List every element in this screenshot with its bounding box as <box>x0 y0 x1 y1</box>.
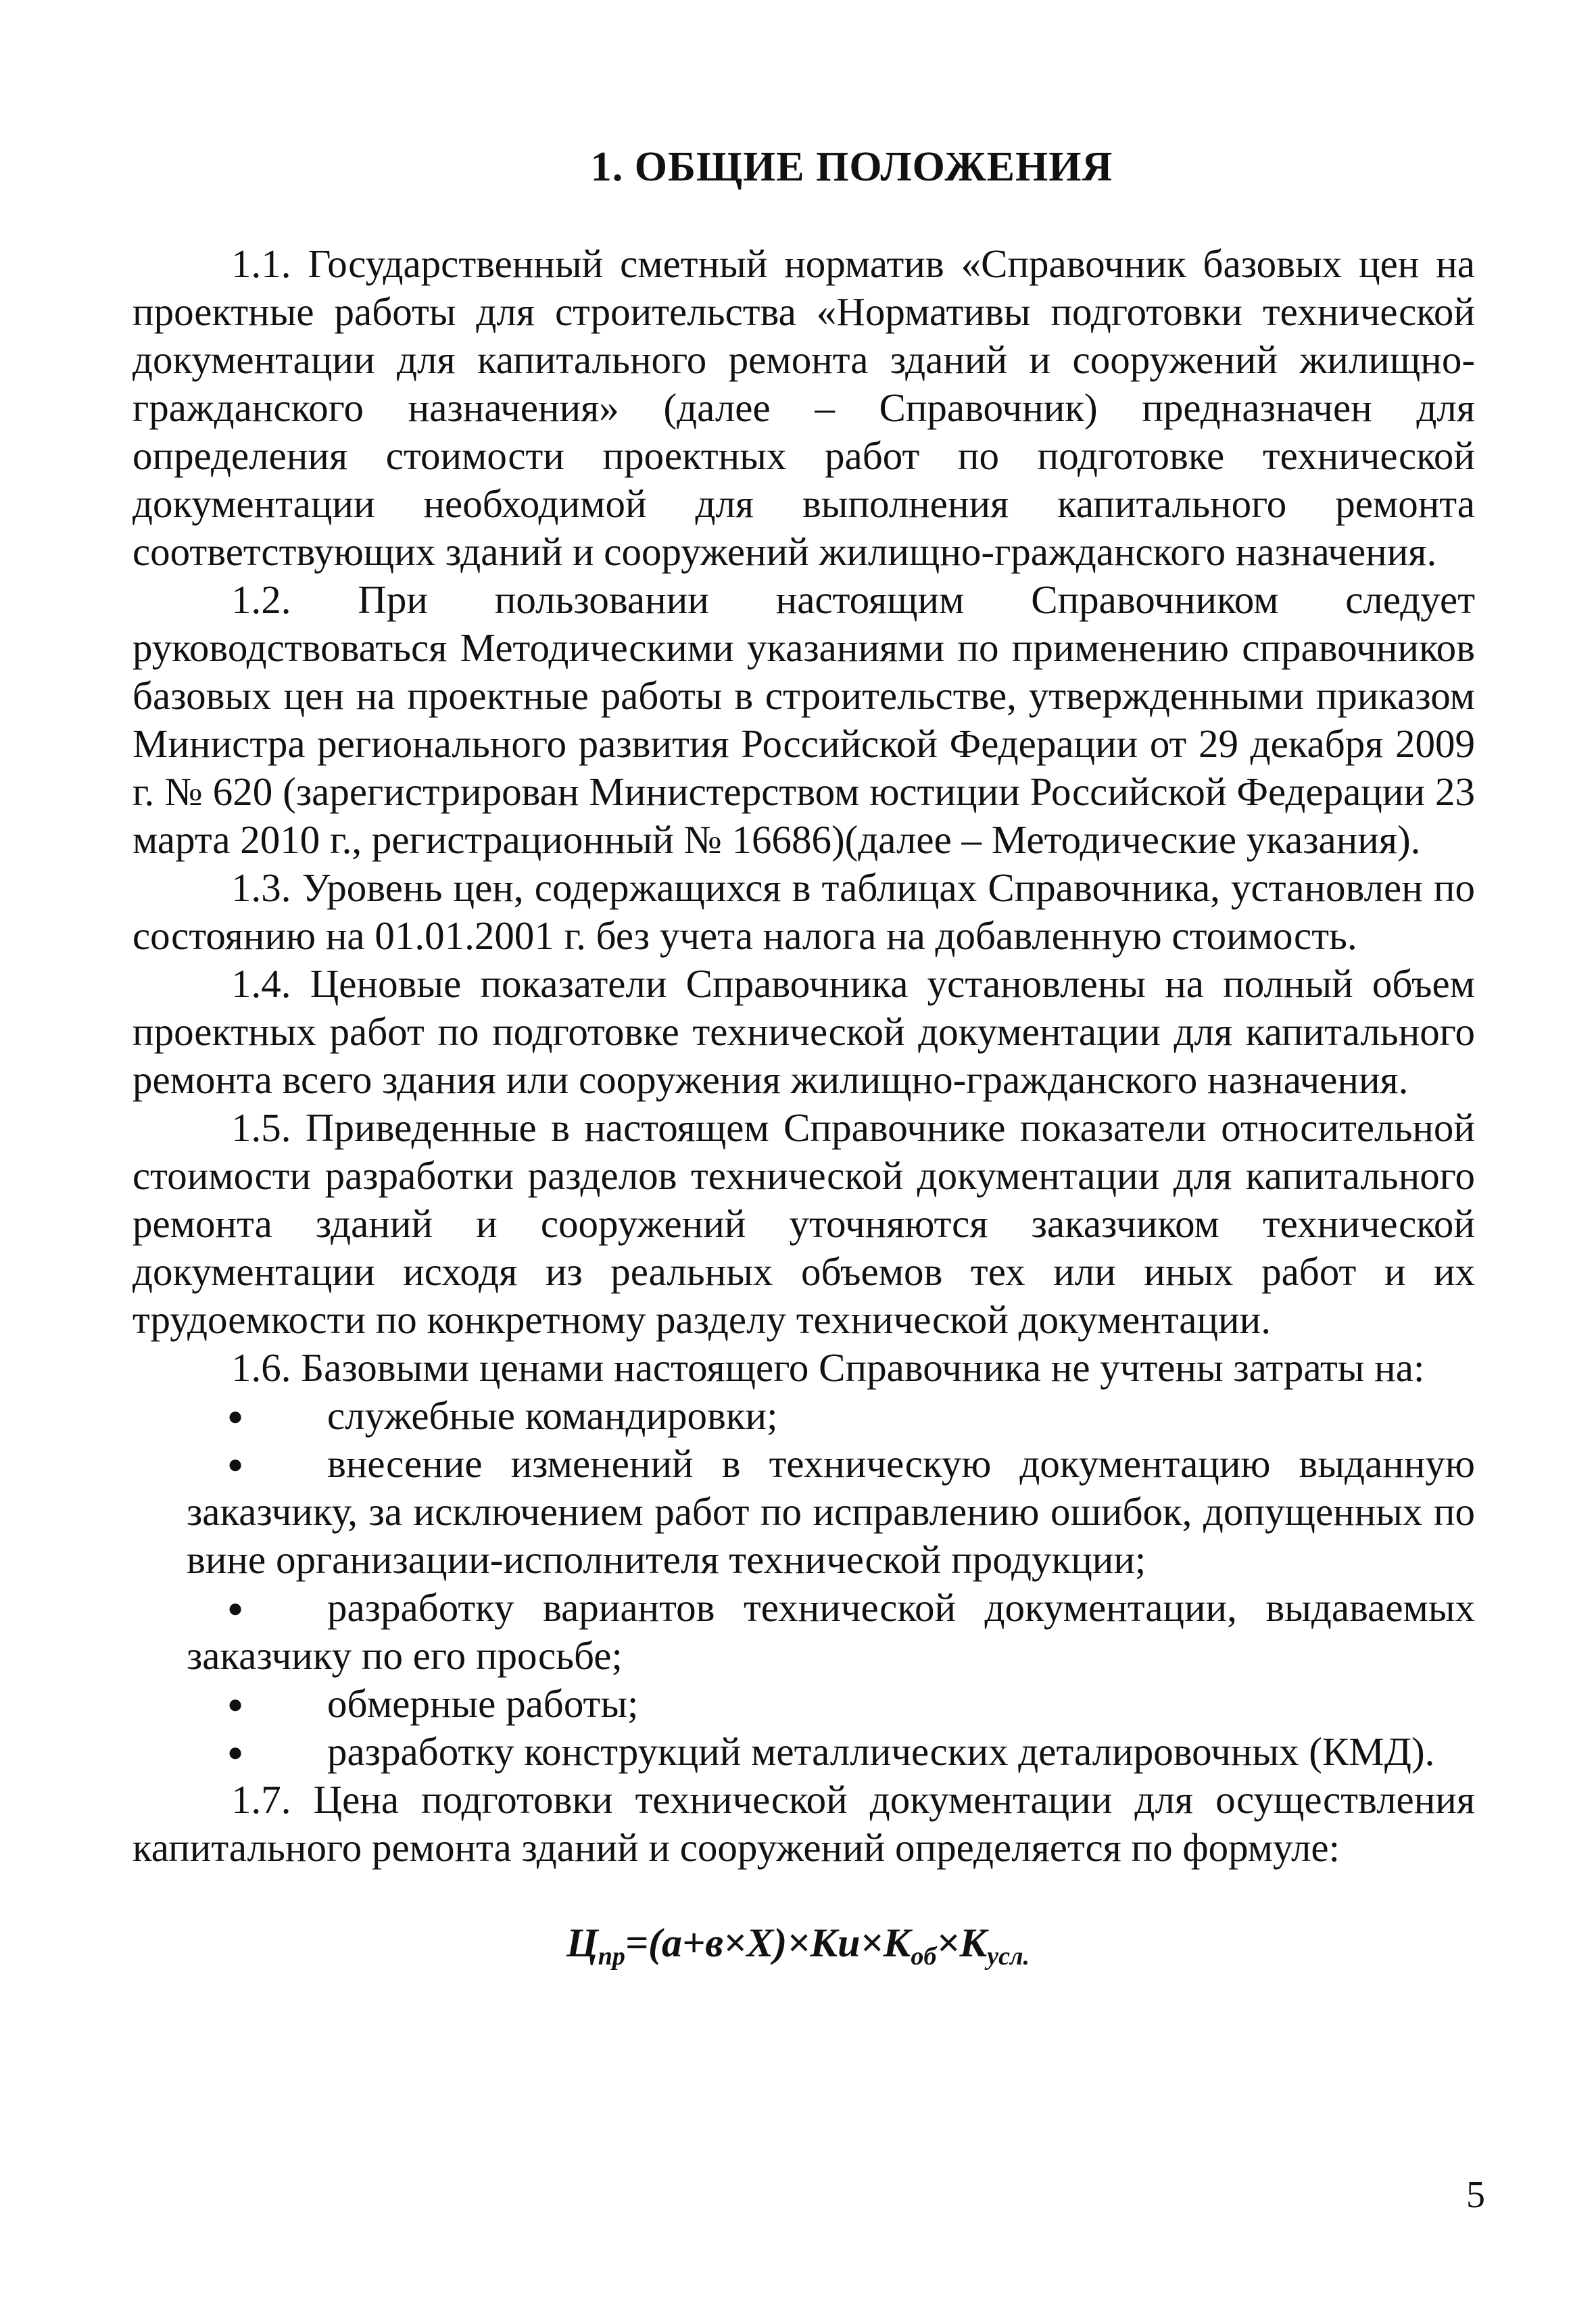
list-item-text: внесение изменений в техническую документацию выданную заказчику, за исключением работ по исправлению ошибок, допущенных по вине организации-исполнителя технической продукции; <box>187 1441 1475 1582</box>
list-item <box>132 1392 1475 1440</box>
list-item-text: обмерные работы; <box>327 1681 639 1726</box>
list-item-text: разработку конструкций металлических деталировочных (КМД). <box>327 1729 1435 1774</box>
paragraph-1-3: 1.3. Уровень цен, содержащихся в таблицах Справочника, установлен по состоянию на 01.01.2001 г. без учета налога на добавленную стоимость. <box>132 865 1475 958</box>
paragraph-1-6: 1.6. Базовыми ценами настоящего Справочника не учтены затраты на: <box>231 1345 1425 1390</box>
list-item <box>132 1680 1475 1728</box>
paragraph-1-4: 1.4. Ценовые показатели Справочника установлены на полный объем проектных работ по подготовке технической документации для капитального ремонта всего здания или сооружения жилищно-гражданского назначения. <box>132 961 1475 1102</box>
formula-price-subscript: пр <box>598 1942 625 1971</box>
paragraph-1-2: 1.2. При пользовании настоящим Справочником следует руководствоваться Методическими указаниями по применению справочников базовых цен на проектные работы в строительстве, утвержденными приказом Министра регионального развития Российской Федерации от 29 декабря 2009 г. № 620 (зарегистрирован Министерством юстиции Российской Федерации 23 марта 2010 г., регистрационный № 16686)(далее – Методические указания). <box>132 577 1475 862</box>
price-formula <box>0 1920 1596 1971</box>
list-item <box>132 1440 1475 1584</box>
bullet-icon: ● <box>227 1401 244 1431</box>
paragraph-1-7: 1.7. Цена подготовки технической документации для осуществления капитального ремонта зданий и сооружений определяется по формуле: <box>132 1777 1475 1870</box>
section-heading: 1. ОБЩИЕ ПОЛОЖЕНИЯ <box>590 144 1113 190</box>
formula-kusl-subscript: усл. <box>987 1942 1030 1971</box>
document-body <box>132 240 1475 1872</box>
paragraph-1-5: 1.5. Приведенные в настоящем Справочнике показатели относительной стоимости разработки разделов технической документации для капитального ремонта зданий и сооружений уточняются заказчиком технической документации исходя из реальных объемов тех или иных работ и их трудоемкости по конкретному разделу технической документации. <box>132 1105 1475 1342</box>
bullet-icon: ● <box>227 1449 244 1479</box>
formula-expression: =(а+в×Х)×Ки×К <box>625 1921 911 1965</box>
list-item <box>132 1728 1475 1776</box>
list-item-text: служебные командировки; <box>327 1393 778 1438</box>
list-item-text: разработку вариантов технической документации, выдаваемых заказчику по его просьбе; <box>187 1585 1475 1678</box>
list-item <box>132 1584 1475 1680</box>
bullet-icon: ● <box>227 1593 244 1623</box>
bullet-icon: ● <box>227 1737 244 1767</box>
formula-times-k: ×К <box>936 1921 988 1965</box>
formula-price-symbol: Ц <box>566 1921 598 1965</box>
paragraph-1-1: 1.1. Государственный сметный норматив «Справочник базовых цен на проектные работы для строительства «Нормативы подготовки технической документации для капитального ремонта зданий и сооружений жилищно-гражданского назначения» (далее – Справочник) предназначен для определения стоимости проектных работ по подготовке технической документации необходимой для выполнения капитального ремонта соответствующих зданий и сооружений жилищно-гражданского назначения. <box>132 241 1475 574</box>
page-number: 5 <box>1466 2174 1485 2216</box>
bullet-icon: ● <box>227 1689 244 1719</box>
formula-kob-subscript: об <box>911 1942 937 1971</box>
